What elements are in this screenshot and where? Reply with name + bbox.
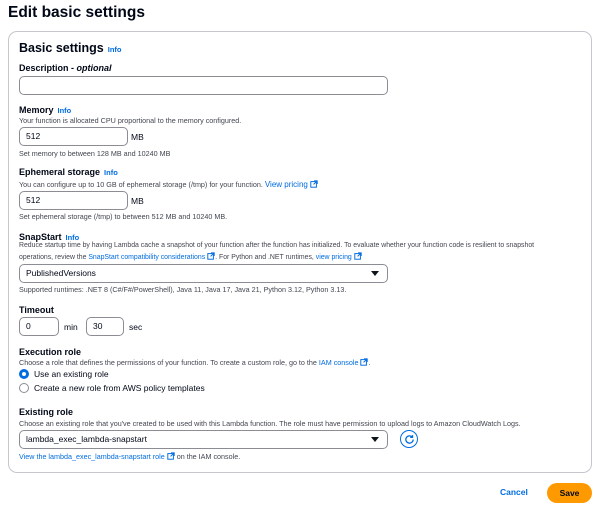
ephemeral-header xyxy=(19,167,118,177)
memory-constraint: Set memory to between 128 MB and 10240 MB xyxy=(19,149,171,158)
snapstart-compat-link[interactable]: SnapStart compatibility considerations xyxy=(88,254,206,261)
existing-role-help: Choose an existing role that you've created to be used with this Lambda function. The role must have permission to upload logs to Amazon CloudWatch Logs. xyxy=(19,419,521,428)
snapstart-label: SnapStart xyxy=(19,232,62,242)
snapstart-runtimes: Supported runtimes: .NET 8 (C#/F#/PowerShell), Java 11, Java 17, Java 21, Python 3.12, Python 3.13. xyxy=(19,285,347,294)
memory-info-link[interactable]: Info xyxy=(57,106,72,115)
external-link-icon xyxy=(354,252,362,260)
ephemeral-info-link[interactable]: Info xyxy=(104,168,118,177)
memory-help: Your function is allocated CPU proportional to the memory configured. xyxy=(19,116,242,125)
panel-info-link[interactable]: Info xyxy=(107,45,122,54)
timeout-sec-unit: sec xyxy=(129,322,143,332)
snapstart-selected-value: PublishedVersions xyxy=(26,268,96,278)
external-link-icon xyxy=(310,180,318,188)
ephemeral-unit: MB xyxy=(131,196,144,206)
save-button[interactable]: Save xyxy=(547,483,592,503)
execution-role-help: Choose a role that defines the permissions of your function. To create a custom role, go to the IAM console . xyxy=(19,358,371,367)
radio-use-existing-role[interactable] xyxy=(19,369,29,379)
existing-role-view-line: View the lambda_exec_lambda-snapstart role on the IAM console. xyxy=(19,452,241,461)
radio-create-new-role[interactable] xyxy=(19,383,29,393)
panel-header xyxy=(19,41,122,55)
radio-create-new-role-label[interactable]: Create a new role from AWS policy templates xyxy=(34,383,205,393)
caret-down-icon xyxy=(371,271,379,276)
iam-console-link[interactable]: IAM console xyxy=(318,358,359,367)
external-link-icon xyxy=(207,252,215,260)
caret-down-icon xyxy=(371,437,379,442)
description-optional: optional xyxy=(76,63,112,73)
existing-role-select[interactable] xyxy=(19,430,388,449)
description-label: Description - optional xyxy=(19,63,112,73)
execution-role-label: Execution role xyxy=(19,347,82,357)
panel-title: Basic settings xyxy=(19,41,104,55)
external-link-icon xyxy=(167,452,175,460)
snapstart-view-pricing-link[interactable]: view pricing xyxy=(315,254,352,261)
refresh-roles-button[interactable] xyxy=(400,430,418,448)
radio-use-existing-role-label[interactable]: Use an existing role xyxy=(34,369,109,379)
memory-label: Memory xyxy=(19,105,54,115)
snapstart-header xyxy=(19,232,79,242)
view-role-link[interactable]: View the lambda_exec_lambda-snapstart role xyxy=(19,452,165,461)
timeout-min-unit: min xyxy=(64,322,78,332)
timeout-label: Timeout xyxy=(19,305,54,315)
refresh-icon xyxy=(404,434,415,445)
snapstart-info-link[interactable]: Info xyxy=(65,233,80,242)
ephemeral-label: Ephemeral storage xyxy=(19,167,101,177)
snapstart-help-1: Reduce startup time by having Lambda cache a snapshot of your function after the function has initialized. To evaluate whether your function code is resilient to snapshot xyxy=(19,242,535,249)
memory-unit: MB xyxy=(131,132,144,142)
description-input[interactable] xyxy=(19,76,388,95)
ephemeral-constraint: Set ephemeral storage (/tmp) to between 512 MB and 10240 MB. xyxy=(19,212,228,221)
ephemeral-input[interactable]: 512 xyxy=(19,191,128,210)
timeout-sec-input[interactable]: 30 xyxy=(86,317,124,336)
cancel-button[interactable]: Cancel xyxy=(500,487,528,497)
snapstart-help-2: operations, review the SnapStart compatibility considerations . For Python and .NET runtimes, view pricing xyxy=(19,252,362,261)
page-title: Edit basic settings xyxy=(8,4,145,21)
snapstart-select[interactable] xyxy=(19,264,388,283)
memory-header xyxy=(19,105,71,115)
ephemeral-view-pricing-link[interactable]: View pricing xyxy=(264,180,308,189)
ephemeral-help-line: You can configure up to 10 GB of ephemeral storage (/tmp) for your function. View pricing xyxy=(19,180,318,189)
existing-role-selected-value: lambda_exec_lambda-snapstart xyxy=(26,434,147,444)
memory-input[interactable]: 512 xyxy=(19,127,128,146)
timeout-min-input[interactable]: 0 xyxy=(19,317,59,336)
existing-role-label: Existing role xyxy=(19,407,74,417)
